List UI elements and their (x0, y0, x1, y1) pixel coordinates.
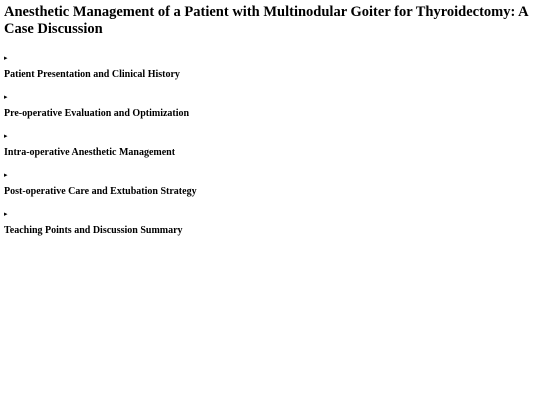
section-heading[interactable]: Pre-operative Evaluation and Optimization (4, 108, 190, 119)
section-heading[interactable]: Patient Presentation and Clinical History (4, 69, 180, 80)
disclosure-triangle-icon[interactable]: ▸ (4, 54, 8, 62)
section-heading[interactable]: Post-operative Care and Extubation Strategy (4, 186, 197, 197)
disclosure-triangle-icon[interactable]: ▸ (4, 132, 8, 140)
section-item[interactable] (4, 210, 536, 237)
disclosure-triangle-icon[interactable]: ▸ (4, 171, 8, 179)
section-item[interactable] (4, 132, 536, 159)
section-heading[interactable]: Teaching Points and Discussion Summary (4, 225, 183, 236)
disclosure-triangle-icon[interactable]: ▸ (4, 93, 8, 101)
disclosure-triangle-icon[interactable]: ▸ (4, 210, 8, 218)
section-item[interactable] (4, 93, 536, 120)
section-item[interactable] (4, 171, 536, 198)
section-list (4, 54, 536, 237)
page-title: Anesthetic Management of a Patient with Multinodular Goiter for Thyroidectomy: A Case Discussion (4, 4, 528, 37)
section-heading[interactable]: Intra-operative Anesthetic Management (4, 147, 176, 158)
section-item[interactable] (4, 54, 536, 81)
